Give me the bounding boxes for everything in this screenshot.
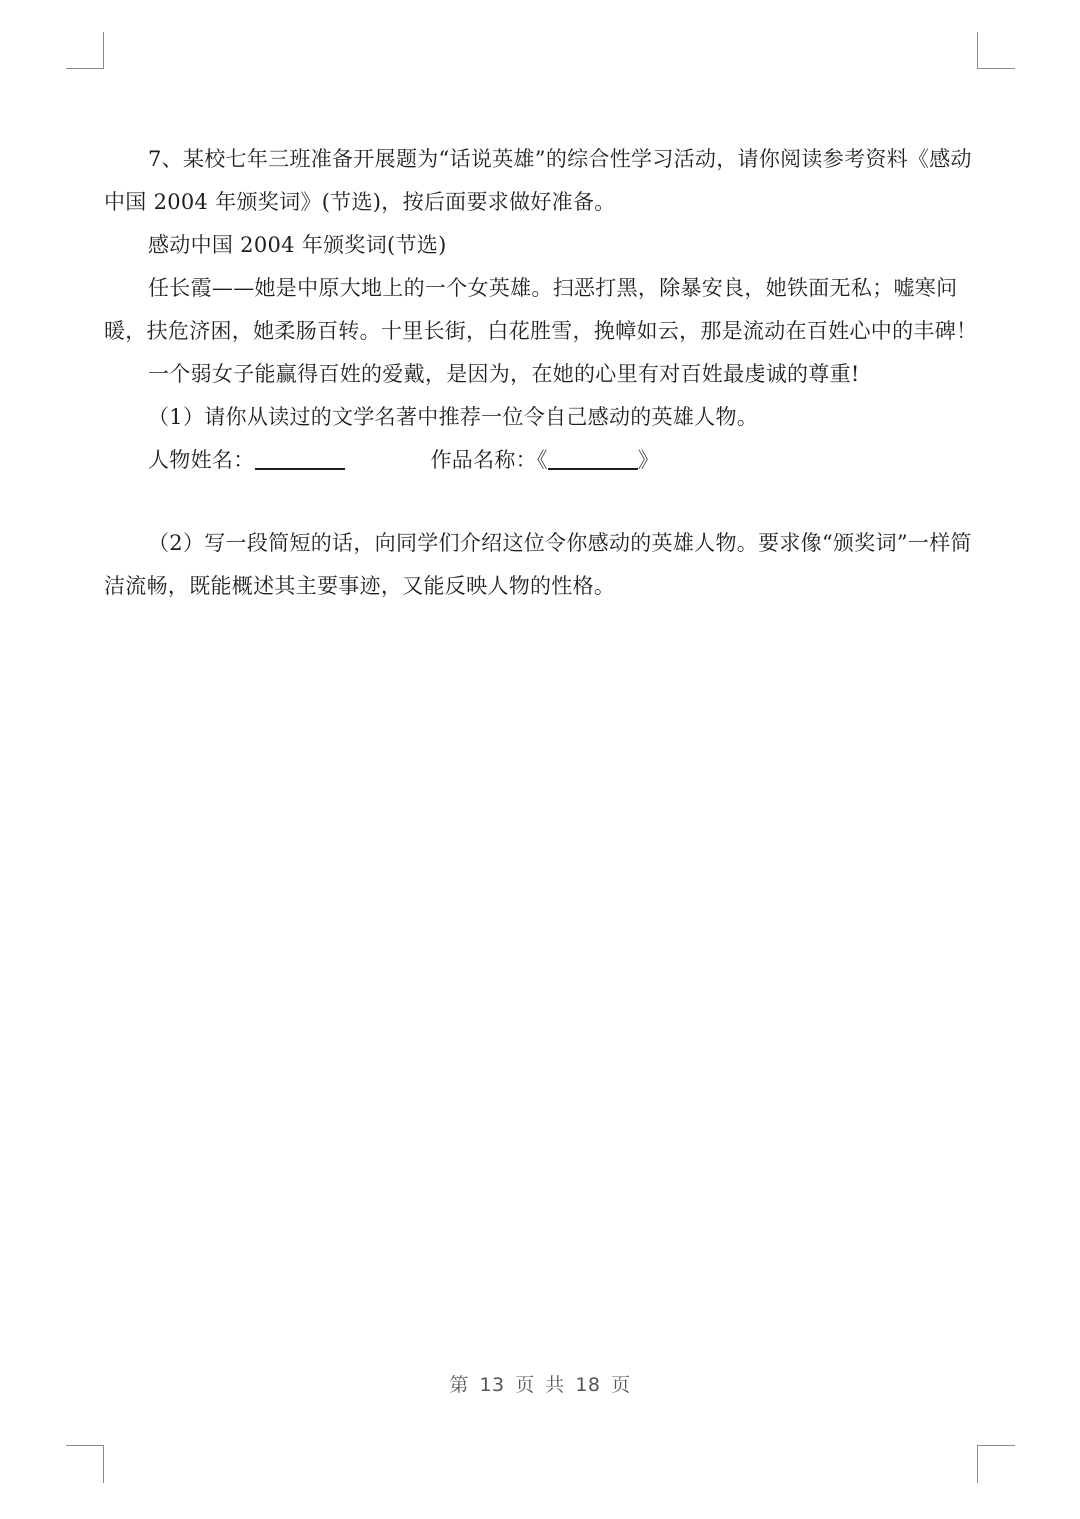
sub-question-1: （1）请你从读过的文学名著中推荐一位令自己感动的英雄人物。 (148, 405, 759, 429)
footer-total-pages: 18 (575, 1374, 601, 1396)
source-title: 感动中国 2004 年颁奖词(节选) (148, 233, 447, 257)
footer-page-number: 13 (479, 1374, 505, 1396)
crop-mark-bottom-right-h (977, 1445, 1015, 1446)
book-close-mark: 》 (637, 448, 660, 472)
work-answer-blank[interactable] (548, 444, 638, 470)
question-body (104, 138, 980, 608)
page-footer (0, 1370, 1080, 1397)
crop-mark-top-left-h (66, 68, 104, 69)
crop-mark-bottom-left-v (103, 1445, 104, 1483)
question-intro: 7、某校七年三班准备开展题为“话说英雄”的综合性学习活动，请你阅读参考资料《感动中国 2004 年颁奖词》(节选)，按后面要求做好准备。 (104, 147, 972, 214)
answer-fill-row (104, 439, 980, 482)
crop-mark-top-right-v (977, 32, 978, 68)
passage-paragraph-2: 一个弱女子能赢得百姓的爱戴，是因为，在她的心里有对百姓最虔诚的尊重! (148, 362, 860, 386)
name-label: 人物姓名： (148, 448, 255, 472)
footer-total-unit: 页 (611, 1374, 631, 1396)
crop-mark-top-right-h (977, 68, 1015, 69)
crop-mark-top-left-v (103, 32, 104, 68)
crop-mark-bottom-left-h (66, 1445, 104, 1446)
name-answer-blank[interactable] (255, 444, 345, 470)
work-label: 作品名称： (430, 448, 537, 472)
footer-page-unit: 页 (515, 1374, 535, 1396)
footer-page-word: 第 (449, 1374, 469, 1396)
passage-paragraph-1: 任长霞——她是中原大地上的一个女英雄。扫恶打黑，除暴安良，她铁面无私；嘘寒问暖，扶危济困，她柔肠百转。十里长街，白花胜雪，挽幛如云，那是流动在百姓心中的丰碑！ (104, 276, 978, 343)
sub-question-2: （2）写一段简短的话，向同学们介绍这位令你感动的英雄人物。要求像“颁奖词”一样简洁流畅，既能概述其主要事迹，又能反映人物的性格。 (104, 531, 972, 598)
footer-total-word: 共 (545, 1374, 565, 1396)
crop-mark-bottom-right-v (977, 1445, 978, 1483)
book-open-mark: 《 (536, 448, 548, 472)
